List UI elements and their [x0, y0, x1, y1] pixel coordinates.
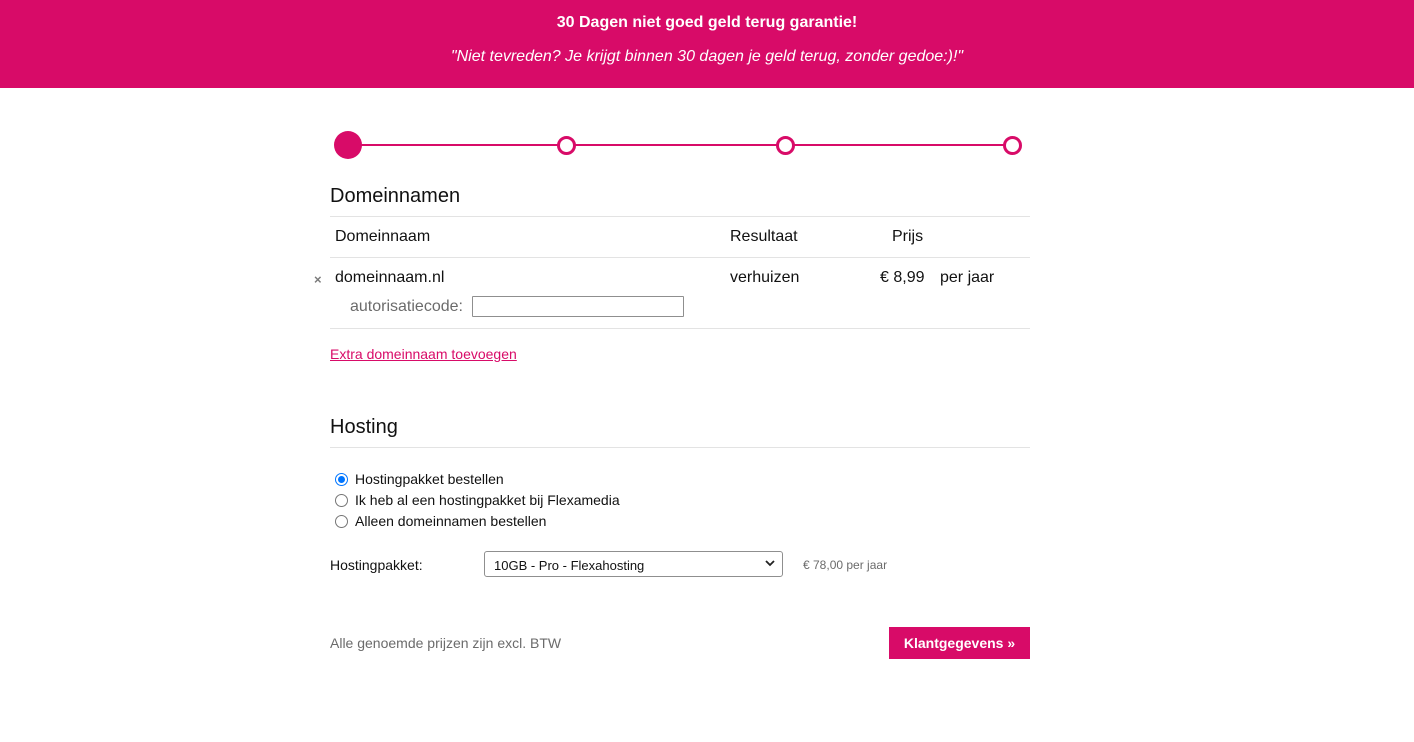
close-icon[interactable]: ×	[314, 272, 322, 287]
banner-subtitle: "Niet tevreden? Je krijgt binnen 30 dagen je geld terug, zonder gedoe:)!"	[450, 48, 964, 65]
divider	[330, 447, 1030, 448]
chevron-down-icon	[764, 557, 776, 569]
radio-checked[interactable]	[335, 473, 348, 486]
hosting-option-label: Ik heb al een hostingpakket bij Flexamedia	[355, 492, 620, 508]
divider	[330, 328, 1030, 329]
hosting-heading: Hosting	[330, 416, 398, 438]
radio-unchecked[interactable]	[335, 494, 348, 507]
column-header-name: Domeinnaam	[335, 228, 431, 245]
domains-heading: Domeinnamen	[330, 185, 461, 207]
banner-title: 30 Dagen niet goed geld terug garantie!	[556, 14, 858, 31]
hosting-package-select[interactable]	[484, 551, 783, 577]
step-3	[776, 136, 795, 155]
auth-code-label: autorisatiecode:	[350, 298, 463, 315]
hosting-package-label: Hostingpakket:	[330, 557, 423, 573]
divider	[330, 216, 1030, 217]
guarantee-banner	[0, 0, 1414, 88]
column-header-result: Resultaat	[730, 228, 798, 245]
step-1-active	[334, 131, 362, 159]
progress-steps	[330, 128, 1030, 162]
hosting-package-price: € 78,00 per jaar	[803, 558, 888, 572]
hosting-option-label: Hostingpakket bestellen	[355, 471, 504, 487]
hosting-option-existing[interactable]	[335, 491, 620, 509]
hosting-option-label: Alleen domeinnamen bestellen	[355, 513, 547, 529]
hosting-option-domains-only[interactable]	[335, 512, 546, 530]
progress-line	[350, 144, 1014, 146]
radio-unchecked[interactable]	[335, 515, 348, 528]
domain-name: domeinnaam.nl	[335, 269, 445, 286]
domain-period: per jaar	[940, 269, 995, 286]
auth-code-input[interactable]	[472, 296, 684, 317]
hosting-package-value: 10GB - Pro - Flexahosting	[494, 558, 645, 573]
column-header-price: Prijs	[892, 228, 924, 245]
divider	[330, 257, 1030, 258]
step-2	[557, 136, 576, 155]
domain-price: € 8,99	[880, 269, 925, 286]
hosting-option-order[interactable]	[335, 470, 504, 488]
add-domain-link[interactable]: Extra domeinnaam toevoegen	[330, 346, 517, 362]
vat-note: Alle genoemde prijzen zijn excl. BTW	[330, 635, 562, 651]
domain-result: verhuizen	[730, 269, 800, 286]
next-button[interactable]: Klantgegevens »	[889, 627, 1030, 659]
step-4	[1003, 136, 1022, 155]
